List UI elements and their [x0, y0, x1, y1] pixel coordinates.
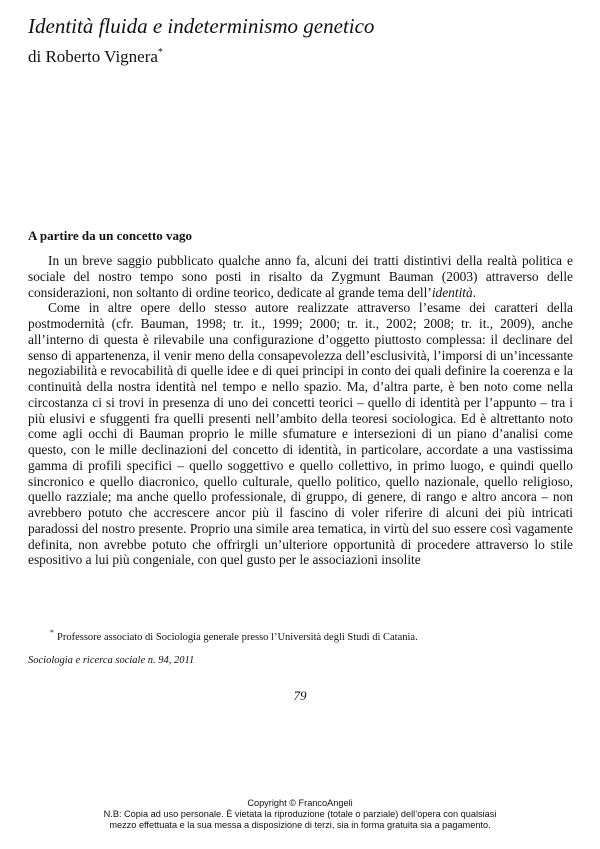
- article-title: Identità fluida e indeterminismo genetico: [28, 14, 375, 38]
- paragraph-2: Come in altre opere dello stesso autore realizzate attraverso l’esame dei caratteri della postmodernità (cfr. Bauman, 1998; tr. it., 1999; 2000; tr. it., 2002; 2008; tr. it., 2009), anche all’interno di questa è rilevabile una configurazione d’oggetto piuttosto complessa: il declinare del senso di appartenenza, il venir meno della consapevolezza dell’esclusività, l’imporsi di un’incessante negoziabilità e revocabilità di quelle idee e di quei principi in conto dei quali definire la coerenza e la continuità della nostra identità nel tempo e nello spazio. Ma, d’altra parte, è ben noto come nella circostanza ci si trovi in presenza di uno dei concetti teorici – quello di identità per l’appunto – tra i più elusivi e sfuggenti fra quelli presenti nell’ambito della teoresi sociologica. Ed è altrettanto noto come agli occhi di Bauman proprio le mille sfumature e intersezioni di un piano d’analisi come questo, con le mille declinazioni del concetto di identità, in particolare, accordate a una vastissima gamma di profili specifici – quello soggettivo e quello collettivo, in primo luogo, e quindi quello sincronico e quello diacronico, quello culturale, quello politico, quello nazionale, quello religioso, quello razziale; ma anche quello professionale, di gruppo, di genere, di rango e altro ancora – non avrebbero potuto che accrescere ancor più il fascino di voler riferire di alcuni dei più intricati paradossi del nostro presente. Proprio una simile area tematica, in virtù del suo essere così vagamente definita, non avrebbe potuto che offrirgli un’ulteriore opportunità di procedere attraverso lo stile espositivo a lui più congeniale, con quel gusto per le associazioni insolite: [28, 300, 573, 568]
- copyright-line-2: N.B: Copia ad uso personale. È vietata la riproduzione (totale o parziale) dell’opera con qualsiasi: [103, 809, 497, 819]
- paragraph-1: [28, 253, 573, 300]
- footnote-marker: *: [50, 628, 54, 637]
- copyright-line-1: Copyright © FrancoAngeli: [247, 798, 353, 808]
- author-line: [28, 47, 163, 67]
- section-heading: A partire da un concetto vago: [28, 228, 193, 243]
- body-text: [28, 253, 573, 568]
- author-footnote-marker: *: [157, 47, 163, 58]
- page-number: 79: [293, 688, 307, 703]
- copyright-line-3: mezzo effettuata e la sua messa a disposizione di terzi, sia in forma gratuita sia a pagamento.: [109, 820, 491, 830]
- journal-reference: Sociologia e ricerca sociale n. 94, 2011: [28, 655, 195, 666]
- footnote: [50, 628, 418, 643]
- footnote-text: Professore associato di Sociologia generale presso l’Università degli Studi di Catania.: [57, 632, 418, 643]
- paragraph-1-text: In un breve saggio pubblicato qualche anno fa, alcuni dei tratti distintivi della realtà politica e sociale del nostro tempo sono posti in risalto da Zygmunt Bauman (2003) attraverso delle considerazioni, non soltanto di ordine teorico, dedicate al grande tema dell’: [28, 253, 573, 300]
- paragraph-1-end: .: [472, 284, 477, 300]
- copyright-notice: [0, 798, 600, 831]
- author-name: di Roberto Vignera: [28, 47, 158, 66]
- paragraph-1-emphasis: identità: [431, 284, 473, 300]
